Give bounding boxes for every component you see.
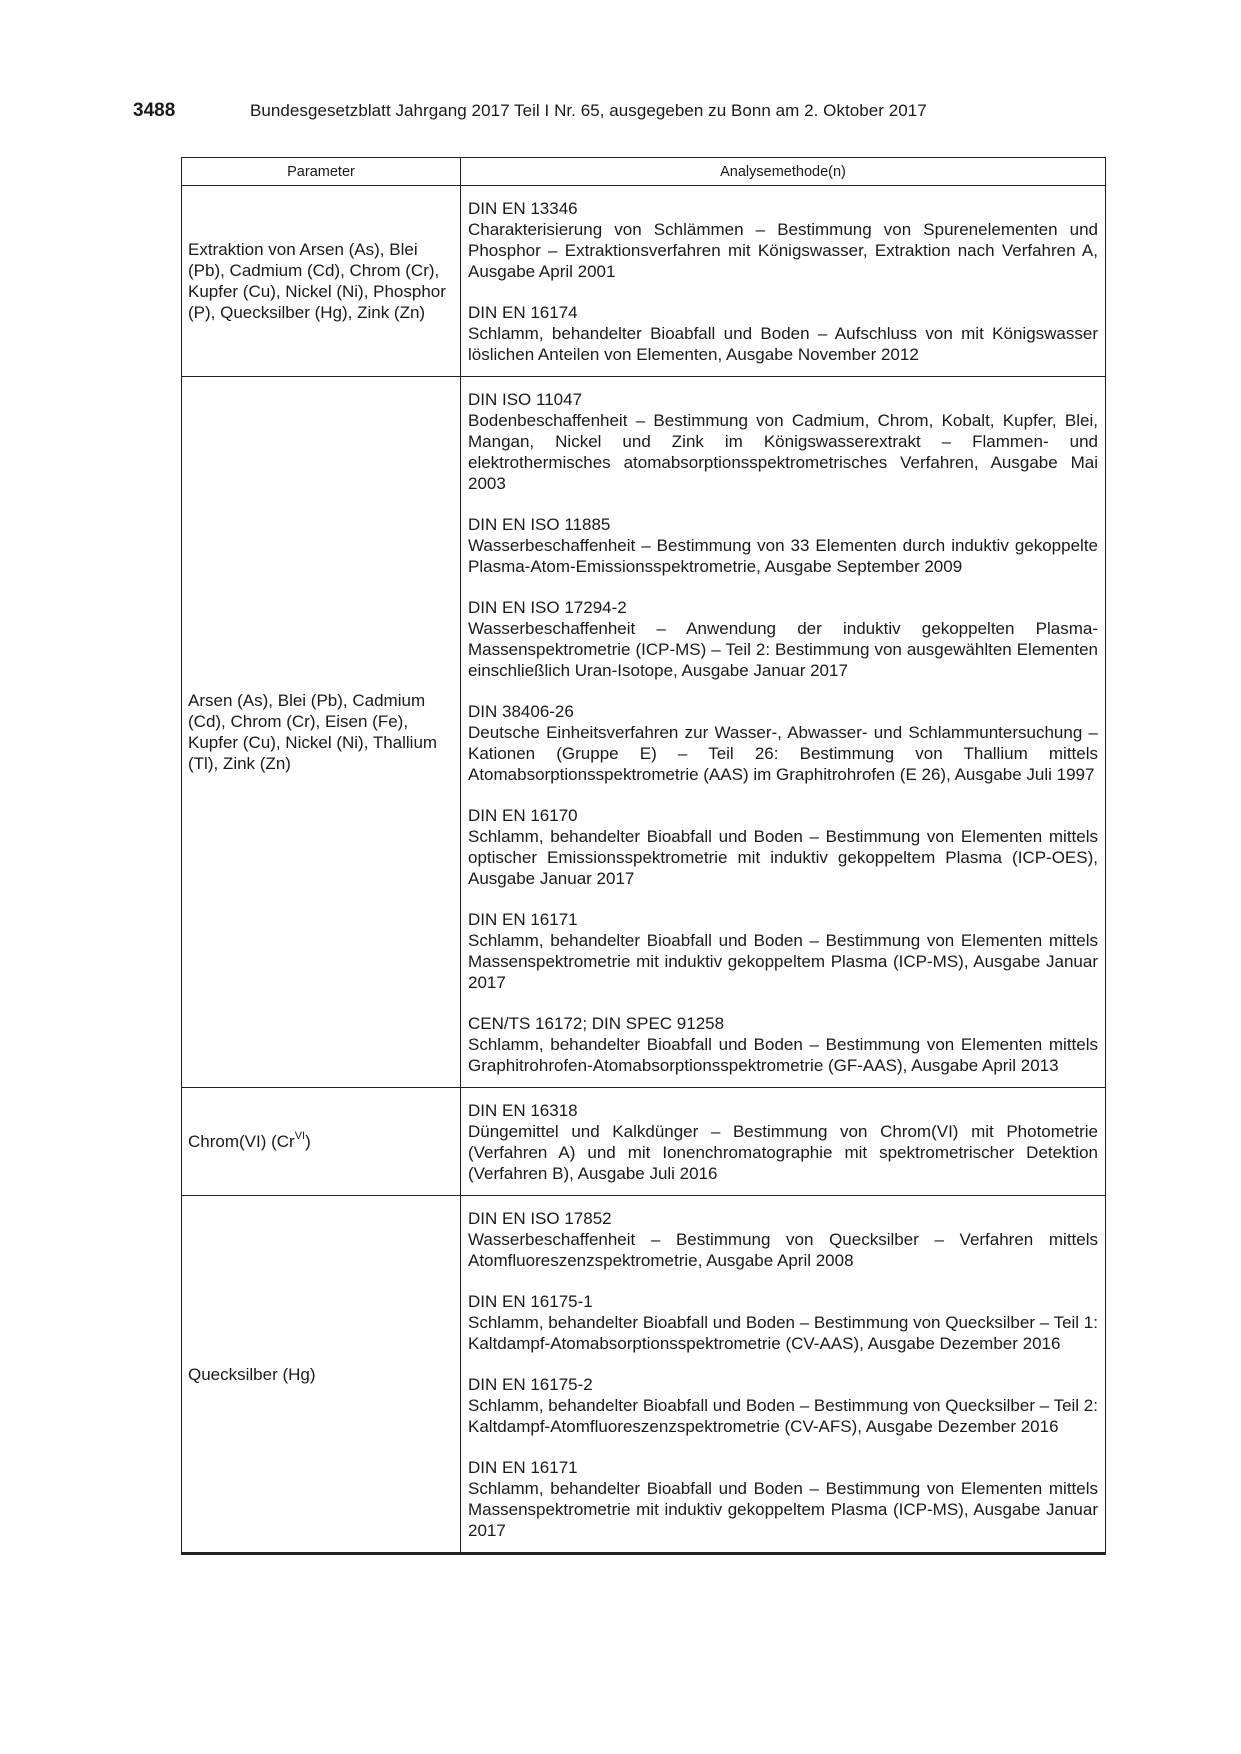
- method-entry: [468, 514, 1098, 577]
- methods-cell: [461, 1196, 1106, 1554]
- method-entry: [468, 701, 1098, 785]
- standard-code: DIN EN 16170: [468, 806, 578, 825]
- standard-code: DIN EN ISO 11885: [468, 515, 611, 534]
- standard-description: Schlamm, behandelter Bioabfall und Boden – Bestimmung von Elementen mittels Massenspektrometrie mit induktiv gekoppeltem Plasma (ICP-MS), Ausgabe Januar 2017: [468, 931, 1098, 992]
- standard-description: Schlamm, behandelter Bioabfall und Boden – Bestimmung von Quecksilber – Teil 1: Kaltdampf-Atomabsorptionsspektrometrie (CV-AAS), Ausgabe Dezember 2016: [468, 1313, 1098, 1353]
- standard-code: DIN EN 16174: [468, 303, 578, 322]
- standard-description: Schlamm, behandelter Bioabfall und Boden – Aufschluss von mit Königswasser löslichen Anteilen von Elementen, Ausgabe November 2012: [468, 324, 1098, 364]
- table-row: [182, 377, 1106, 1088]
- standard-code: DIN ISO 11047: [468, 390, 583, 409]
- page-header: [133, 100, 1103, 124]
- standard-code: DIN EN ISO 17294-2: [468, 598, 627, 617]
- standard-description: Schlamm, behandelter Bioabfall und Boden – Bestimmung von Elementen mittels optischer Emissionsspektrometrie mit induktiv gekoppeltem Plasma (ICP-OES), Ausgabe Januar 2017: [468, 827, 1098, 888]
- table-row: [182, 1088, 1106, 1196]
- standard-code: DIN EN 16175-2: [468, 1375, 593, 1394]
- standard-code: CEN/TS 16172; DIN SPEC 91258: [468, 1014, 725, 1033]
- parameter-cell: [182, 186, 461, 377]
- table-row: [182, 1196, 1106, 1554]
- standard-code: DIN EN 13346: [468, 199, 578, 218]
- parameter-text: Chrom(VI) (Cr: [188, 1132, 295, 1151]
- method-entry: [468, 1208, 1098, 1271]
- page-number: 3488: [133, 100, 176, 121]
- method-entry: [468, 198, 1098, 282]
- standard-code: DIN EN 16318: [468, 1101, 578, 1120]
- parameter-superscript: VI: [294, 1130, 306, 1143]
- method-entry: [468, 1457, 1098, 1541]
- method-entry: [468, 909, 1098, 993]
- standard-description: Schlamm, behandelter Bioabfall und Boden – Bestimmung von Elementen mittels Massenspektrometrie mit induktiv gekoppeltem Plasma (ICP-MS), Ausgabe Januar 2017: [468, 1479, 1098, 1540]
- column-header-parameter: Parameter: [182, 158, 461, 186]
- standard-description: Wasserbeschaffenheit – Bestimmung von Quecksilber – Verfahren mittels Atomfluoreszenzspektrometrie, Ausgabe April 2008: [468, 1230, 1098, 1270]
- method-entry: [468, 805, 1098, 889]
- standard-description: Deutsche Einheitsverfahren zur Wasser-, Abwasser- und Schlammuntersuchung – Kationen (Gruppe E) – Teil 26: Bestimmung von Thallium mittels Atomabsorptionsspektrometrie (AAS) im Graphitrohrofen (E 26), Ausgabe Juli 1997: [468, 723, 1098, 784]
- parameter-cell: [182, 377, 461, 1088]
- parameter-text: Arsen (As), Blei (Pb), Cadmium (Cd), Chrom (Cr), Eisen (Fe), Kupfer (Cu), Nickel (Ni), Thallium (Tl), Zink (Zn): [188, 691, 438, 773]
- method-entry: [468, 597, 1098, 681]
- method-entry: [468, 1013, 1098, 1076]
- parameter-cell: [182, 1196, 461, 1554]
- standard-code: DIN EN 16175-1: [468, 1292, 593, 1311]
- column-header-methods: Analysemethode(n): [461, 158, 1106, 186]
- parameter-suffix: ): [305, 1132, 311, 1151]
- standard-code: DIN EN 16171: [468, 1458, 578, 1477]
- standard-description: Schlamm, behandelter Bioabfall und Boden – Bestimmung von Elementen mittels Graphitrohrofen-Atomabsorptionsspektrometrie (GF-AAS), Ausgabe April 2013: [468, 1035, 1098, 1075]
- standard-code: DIN 38406-26: [468, 702, 574, 721]
- method-entry: [468, 1291, 1098, 1354]
- method-entry: [468, 1374, 1098, 1437]
- parameter-text: Quecksilber (Hg): [188, 1364, 316, 1384]
- table-row: [182, 186, 1106, 377]
- standard-description: Wasserbeschaffenheit – Bestimmung von 33 Elementen durch induktiv gekoppelte Plasma-Atom-Emissionsspektrometrie, Ausgabe September 2009: [468, 536, 1098, 576]
- standard-code: DIN EN ISO 17852: [468, 1209, 612, 1228]
- methods-cell: [461, 1088, 1106, 1196]
- methods-cell: [461, 377, 1106, 1088]
- standard-description: Charakterisierung von Schlämmen – Bestimmung von Spurenelementen und Phosphor – Extraktionsverfahren mit Königswasser, Extraktion nach Verfahren A, Ausgabe April 2001: [468, 220, 1098, 281]
- method-entry: [468, 1100, 1098, 1184]
- standard-description: Bodenbeschaffenheit – Bestimmung von Cadmium, Chrom, Kobalt, Kupfer, Blei, Mangan, Nickel und Zink im Königswasserextrakt – Flammen- und elektrothermisches atomabsorptionsspektrometrisches Verfahren, Ausgabe Mai 2003: [468, 411, 1098, 493]
- running-title: Bundesgesetzblatt Jahrgang 2017 Teil I Nr. 65, ausgegeben zu Bonn am 2. Oktober 2017: [250, 101, 927, 120]
- analysis-methods-table: [181, 157, 1106, 1555]
- table-header-row: [182, 158, 1106, 186]
- standard-description: Wasserbeschaffenheit – Anwendung der induktiv gekoppelten Plasma-Massenspektrometrie (ICP-MS) – Teil 2: Bestimmung von ausgewählten Elementen einschließlich Uran-Isotope, Ausgabe Januar 2017: [468, 619, 1098, 680]
- methods-cell: [461, 186, 1106, 377]
- standard-code: DIN EN 16171: [468, 910, 578, 929]
- method-entry: [468, 389, 1098, 494]
- standard-description: Schlamm, behandelter Bioabfall und Boden – Bestimmung von Quecksilber – Teil 2: Kaltdampf-Atomfluoreszenzspektrometrie (CV-AFS), Ausgabe Dezember 2016: [468, 1396, 1098, 1436]
- parameter-text: Extraktion von Arsen (As), Blei (Pb), Cadmium (Cd), Chrom (Cr), Kupfer (Cu), Nickel (Ni), Phosphor (P), Quecksilber (Hg), Zink (Zn): [188, 240, 446, 322]
- standard-description: Düngemittel und Kalkdünger – Bestimmung von Chrom(VI) mit Photometrie (Verfahren A) und mit Ionenchromatographie mit spektrometrischer Detektion (Verfahren B), Ausgabe Juli 2016: [468, 1122, 1098, 1183]
- parameter-cell: [182, 1088, 461, 1196]
- method-entry: [468, 302, 1098, 365]
